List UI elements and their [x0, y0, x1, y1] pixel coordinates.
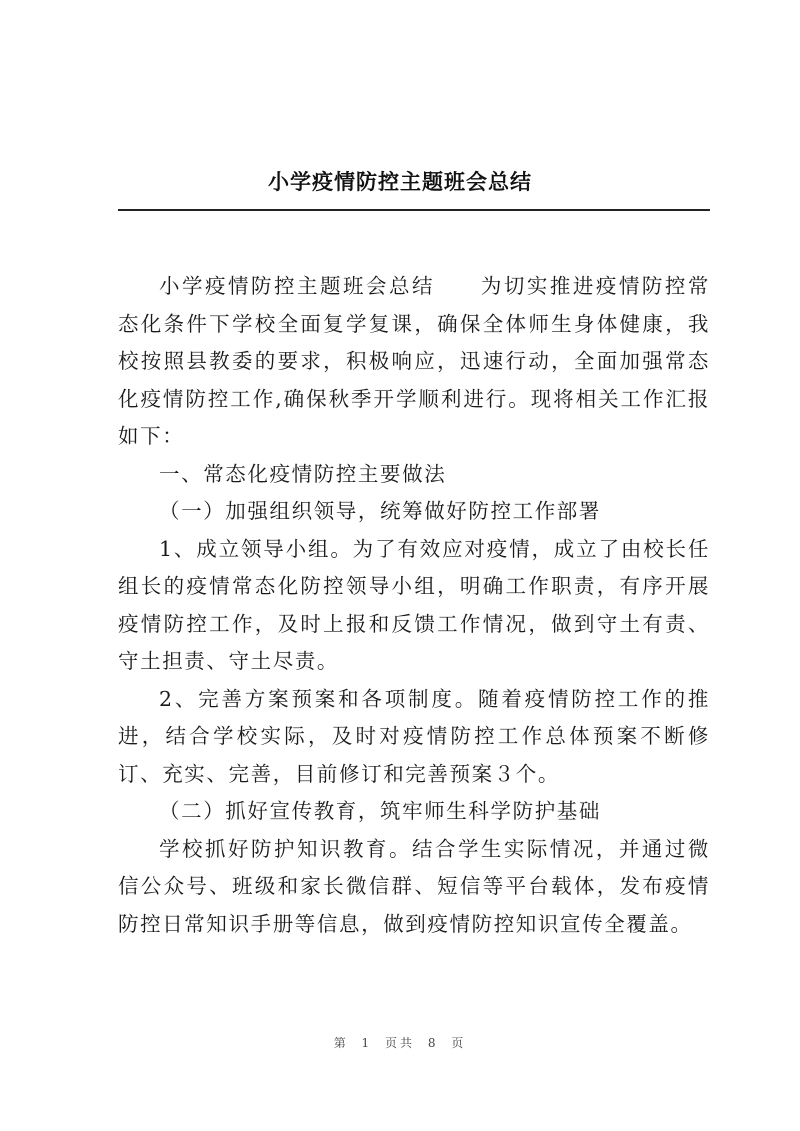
- paragraph-item-1: 1、成立领导小组。为了有效应对疫情，成立了由校长任组长的疫情常态化防控领导小组，明确工作职责，有序开展疫情防控工作，及时上报和反馈工作情况，做到守土有责、守土担责、守土尽责。: [118, 536, 710, 673]
- document-body: [118, 268, 710, 943]
- subsection-heading-2: （二）抓好宣传教育，筑牢师生科学防护基础: [159, 799, 601, 823]
- paragraph-item-2: 2、完善方案预案和各项制度。随着疫情防控工作的推进，结合学校实际，及时对疫情防控工作总体预案不断修订、充实、完善，目前修订和完善预案３个。: [118, 686, 710, 786]
- paragraph-intro: 小学疫情防控主题班会总结 为切实推进疫情防控常态化条件下学校全面复学复课，确保全体师生身体健康，我校按照县教委的要求，积极响应，迅速行动，全面加强常态化疫情防控工作,确保秋季开学顺利进行。现将相关工作汇报如下：: [118, 274, 710, 448]
- document-title: 小学疫情防控主题班会总结: [268, 170, 532, 194]
- title-divider: [118, 209, 710, 211]
- paragraph-education: 学校抓好防护知识教育。结合学生实际情况，并通过微信公众号、班级和家长微信群、短信等平台载体，发布疫情防控日常知识手册等信息，做到疫情防控知识宣传全覆盖。: [118, 836, 710, 936]
- section-heading-1: 一、常态化疫情防控主要做法: [159, 461, 447, 486]
- subsection-heading-1: （一）加强组织领导，统筹做好防控工作部署: [159, 499, 601, 523]
- page-number-footer: 第 1 页共 8 页: [333, 1036, 467, 1050]
